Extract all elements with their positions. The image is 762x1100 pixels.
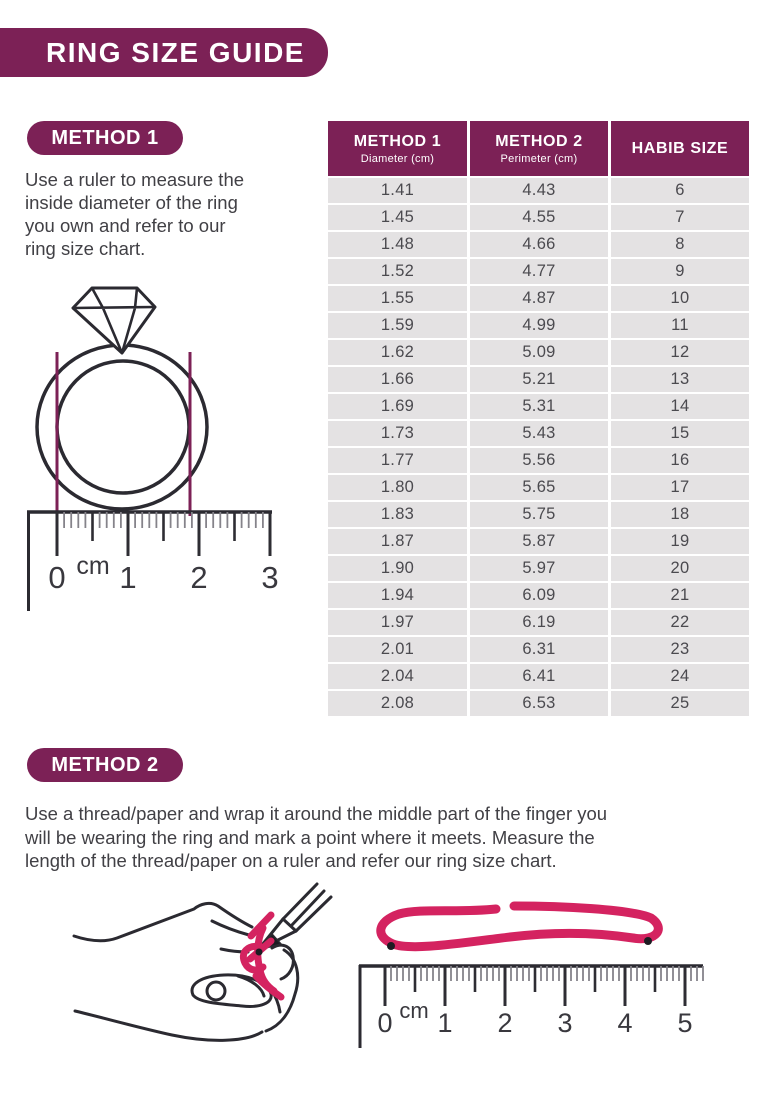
table-cell: 18 — [611, 502, 749, 527]
column-subtitle: Perimeter (cm) — [500, 152, 578, 165]
table-cell: 1.48 — [328, 232, 467, 257]
text-line: inside diameter of the ring — [25, 192, 238, 213]
table-cell: 1.90 — [328, 556, 467, 581]
method-2-description — [25, 802, 607, 873]
table-cell: 19 — [611, 529, 749, 554]
ruler-number: 1 — [437, 1008, 453, 1038]
table-cell: 5.56 — [470, 448, 608, 473]
table-cell: 5.43 — [470, 421, 608, 446]
table-cell: 5.65 — [470, 475, 608, 500]
table-cell: 21 — [611, 583, 749, 608]
table-cell: 5.31 — [470, 394, 608, 419]
table-cell: 2.08 — [328, 691, 467, 716]
table-cell: 2.04 — [328, 664, 467, 689]
text-line: length of the thread/paper on a ruler and refer our ring size chart. — [25, 850, 557, 871]
table-cell: 6.09 — [470, 583, 608, 608]
table-cell: 1.62 — [328, 340, 467, 365]
table-cell: 1.77 — [328, 448, 467, 473]
table-cell: 4.87 — [470, 286, 608, 311]
table-cell: 15 — [611, 421, 749, 446]
column-subtitle: Diameter (cm) — [360, 152, 435, 165]
method-2-badge: METHOD 2 — [27, 748, 183, 782]
table-cell: 6.41 — [470, 664, 608, 689]
table-cell: 1.59 — [328, 313, 467, 338]
ruler-unit-label: cm — [76, 552, 110, 580]
table-cell: 13 — [611, 367, 749, 392]
ring-size-table — [328, 121, 749, 716]
table-cell: 20 — [611, 556, 749, 581]
table-cell: 6.31 — [470, 637, 608, 662]
hand-thread-illustration — [40, 880, 350, 1060]
table-cell: 16 — [611, 448, 749, 473]
table-cell: 4.99 — [470, 313, 608, 338]
ruler-number: 5 — [677, 1008, 693, 1038]
diamond-ring-icon — [37, 288, 207, 509]
ruler-number: 2 — [497, 1008, 513, 1038]
text-line: you own and refer to our — [25, 215, 226, 236]
column-title: METHOD 2 — [495, 132, 583, 150]
ruler-number: 0 — [48, 560, 66, 595]
column-title: METHOD 1 — [353, 132, 442, 150]
ruler-number: 4 — [617, 1008, 633, 1038]
ruler-number: 2 — [190, 560, 208, 595]
table-cell: 1.94 — [328, 583, 467, 608]
ruler-2 — [359, 965, 703, 1048]
text-line: will be wearing the ring and mark a point where it meets. Measure the — [25, 826, 595, 848]
table-cell: 17 — [611, 475, 749, 500]
table-header-method-2 — [470, 121, 608, 176]
table-cell: 1.52 — [328, 259, 467, 284]
table-cell: 11 — [611, 313, 749, 338]
ruler-number: 3 — [261, 560, 279, 595]
table-cell: 6.19 — [470, 610, 608, 635]
table-cell: 6.53 — [470, 691, 608, 716]
table-cell: 8 — [611, 232, 749, 257]
table-cell: 1.80 — [328, 475, 467, 500]
ruler-ticks — [385, 966, 703, 1006]
table-cell: 4.66 — [470, 232, 608, 257]
thread-ruler-illustration — [350, 890, 722, 1055]
table-cell: 1.73 — [328, 421, 467, 446]
table-cell: 1.87 — [328, 529, 467, 554]
table-cell: 10 — [611, 286, 749, 311]
mark-dot — [256, 949, 263, 956]
table-cell: 7 — [611, 205, 749, 230]
table-cell: 25 — [611, 691, 749, 716]
table-cell: 5.87 — [470, 529, 608, 554]
table-cell: 22 — [611, 610, 749, 635]
table-cell: 1.69 — [328, 394, 467, 419]
thread-icon — [381, 906, 659, 950]
table-cell: 1.83 — [328, 502, 467, 527]
table-cell: 4.77 — [470, 259, 608, 284]
mark-dot — [387, 942, 395, 950]
ruler-number: 1 — [119, 560, 137, 595]
table-cell: 1.66 — [328, 367, 467, 392]
table-cell: 1.55 — [328, 286, 467, 311]
table-cell: 1.41 — [328, 178, 467, 203]
table-cell: 1.45 — [328, 205, 467, 230]
ring-ruler-illustration — [20, 280, 290, 615]
table-cell: 9 — [611, 259, 749, 284]
table-cell: 5.09 — [470, 340, 608, 365]
table-header-habib-size — [611, 121, 749, 176]
text-line: ring size chart. — [25, 238, 146, 259]
method-1-badge: METHOD 1 — [27, 121, 183, 155]
table-cell: 4.43 — [470, 178, 608, 203]
method-1-description — [25, 168, 244, 260]
page-title: RING SIZE GUIDE — [0, 28, 328, 77]
table-cell: 4.55 — [470, 205, 608, 230]
table-cell: 23 — [611, 637, 749, 662]
ruler-number: 3 — [557, 1008, 573, 1038]
table-cell: 5.97 — [470, 556, 608, 581]
table-cell: 1.97 — [328, 610, 467, 635]
table-cell: 2.01 — [328, 637, 467, 662]
table-cell: 6 — [611, 178, 749, 203]
ruler-number: 0 — [377, 1008, 393, 1038]
table-cell: 12 — [611, 340, 749, 365]
table-cell: 24 — [611, 664, 749, 689]
ruler-unit-label: cm — [399, 998, 429, 1023]
table-cell: 5.21 — [470, 367, 608, 392]
text-line: Use a ruler to measure the — [25, 169, 245, 190]
table-cell: 5.75 — [470, 502, 608, 527]
ruler-1 — [27, 511, 279, 611]
table-cell: 14 — [611, 394, 749, 419]
column-title: HABIB SIZE — [631, 139, 729, 157]
table-header-method-1 — [328, 121, 467, 176]
ruler-ticks — [57, 512, 270, 556]
text-line: Use a thread/paper and wrap it around the middle part of the finger you — [25, 803, 608, 824]
mark-dot — [644, 937, 652, 945]
